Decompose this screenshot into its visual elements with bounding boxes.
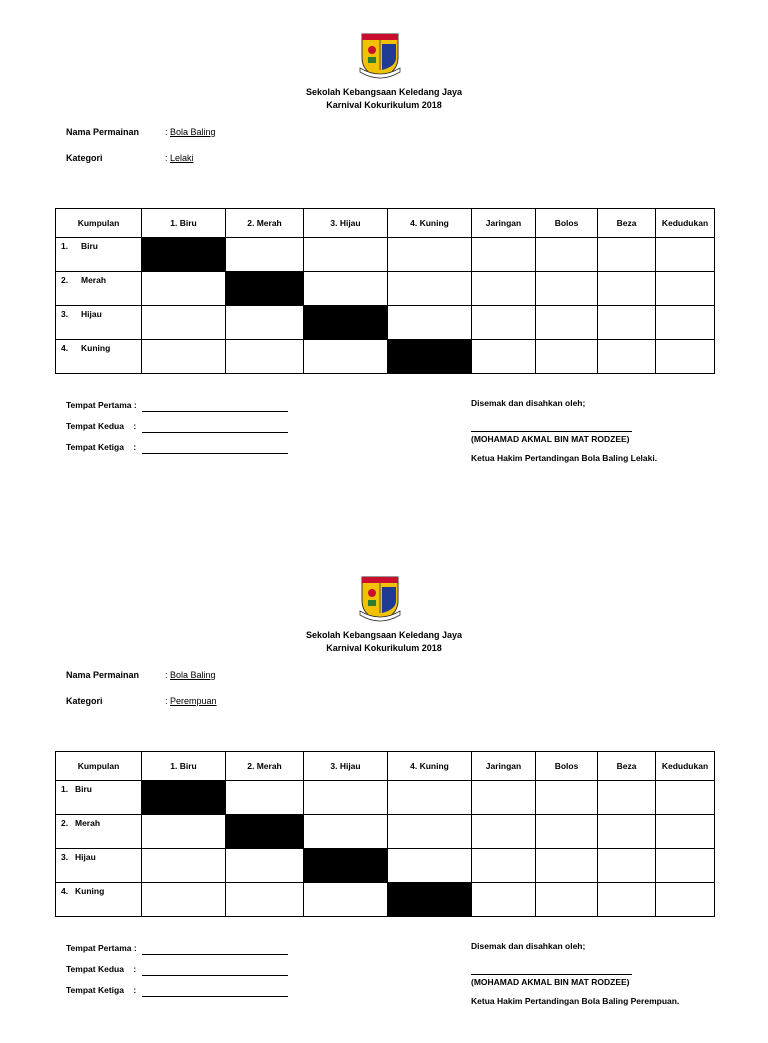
score-cell[interactable] (598, 781, 656, 815)
score-cell[interactable] (226, 340, 304, 374)
row-label: 1. Biru (56, 238, 142, 272)
score-cell[interactable] (598, 238, 656, 272)
column-header: 3. Hijau (304, 752, 388, 781)
second-place-line[interactable] (142, 432, 288, 433)
column-header: Kedudukan (656, 209, 715, 238)
second-place-row: Tempat Kedua : (66, 964, 138, 985)
column-header: Jaringan (472, 752, 536, 781)
game-field: Nama Permainan : Bola Baling (66, 127, 216, 137)
table-row (56, 815, 715, 849)
event-name: Karnival Kokurikulum 2018 (326, 643, 442, 653)
column-header: Kumpulan (56, 209, 142, 238)
score-cell[interactable] (142, 340, 226, 374)
blocked-cell (388, 883, 472, 917)
score-cell[interactable] (388, 272, 472, 306)
column-header: Kumpulan (56, 752, 142, 781)
table-row (56, 272, 715, 306)
school-name: Sekolah Kebangsaan Keledang Jaya (305, 87, 463, 97)
score-cell[interactable] (536, 340, 598, 374)
score-cell[interactable] (142, 849, 226, 883)
category-field: Kategori : Perempuan (66, 696, 217, 706)
score-cell[interactable] (142, 306, 226, 340)
score-cell[interactable] (536, 815, 598, 849)
score-cell[interactable] (388, 815, 472, 849)
game-value: Bola Baling (170, 670, 216, 680)
category-label: Kategori (66, 153, 103, 163)
score-cell[interactable] (388, 781, 472, 815)
column-header: 1. Biru (142, 752, 226, 781)
score-cell[interactable] (598, 849, 656, 883)
blocked-cell (388, 340, 472, 374)
score-sheet-perempuan (0, 543, 768, 1043)
verified-label: Disemak dan disahkan oleh; (471, 398, 586, 408)
score-sheet-lelaki (0, 0, 768, 500)
score-cell[interactable] (656, 849, 715, 883)
row-label: 4. Kuning (56, 340, 142, 374)
score-cell[interactable] (656, 340, 715, 374)
school-crest-logo (358, 573, 402, 623)
score-cell[interactable] (598, 272, 656, 306)
score-cell[interactable] (656, 883, 715, 917)
game-field: Nama Permainan : Bola Baling (66, 670, 216, 680)
score-cell[interactable] (536, 781, 598, 815)
first-place-row: Tempat Pertama : (66, 400, 138, 421)
row-label: 1. Biru (56, 781, 142, 815)
table-row (56, 306, 715, 340)
score-cell[interactable] (536, 849, 598, 883)
score-cell[interactable] (656, 781, 715, 815)
column-header: Beza (598, 209, 656, 238)
score-table (55, 208, 715, 374)
category-value: Lelaki (170, 153, 194, 163)
score-cell[interactable] (304, 815, 388, 849)
school-crest-logo (358, 30, 402, 80)
table-row (56, 849, 715, 883)
score-cell[interactable] (472, 883, 536, 917)
column-header: 1. Biru (142, 209, 226, 238)
blocked-cell (304, 849, 388, 883)
score-cell[interactable] (536, 306, 598, 340)
score-cell[interactable] (226, 781, 304, 815)
blocked-cell (226, 272, 304, 306)
score-cell[interactable] (472, 340, 536, 374)
signatory-role: Ketua Hakim Pertandingan Bola Baling Lelaki. (471, 453, 658, 463)
score-cell[interactable] (304, 272, 388, 306)
school-name: Sekolah Kebangsaan Keledang Jaya (305, 630, 463, 640)
blocked-cell (142, 781, 226, 815)
game-label: Nama Permainan (66, 127, 140, 137)
column-header: Bolos (536, 209, 598, 238)
third-place-row: Tempat Ketiga : (66, 442, 138, 463)
column-header: Jaringan (472, 209, 536, 238)
first-place-line[interactable] (142, 954, 288, 955)
score-cell[interactable] (226, 306, 304, 340)
table-row (56, 238, 715, 272)
signature-line[interactable] (471, 431, 632, 432)
score-table (55, 751, 715, 917)
score-cell[interactable] (226, 238, 304, 272)
blocked-cell (304, 306, 388, 340)
column-header: 2. Merah (226, 752, 304, 781)
row-label: 3. Hijau (56, 849, 142, 883)
category-label: Kategori (66, 696, 103, 706)
table-header-row (56, 752, 715, 781)
third-place-row: Tempat Ketiga : (66, 985, 138, 1006)
row-label: 2. Merah (56, 272, 142, 306)
score-cell[interactable] (304, 340, 388, 374)
score-cell[interactable] (142, 272, 226, 306)
signatory-role: Ketua Hakim Pertandingan Bola Baling Perempuan. (471, 996, 680, 1006)
category-value: Perempuan (170, 696, 217, 706)
column-header: 4. Kuning (388, 752, 472, 781)
score-cell[interactable] (142, 815, 226, 849)
third-place-line[interactable] (142, 453, 288, 454)
row-label: 4. Kuning (56, 883, 142, 917)
score-cell[interactable] (656, 306, 715, 340)
score-cell[interactable] (226, 883, 304, 917)
column-header: Beza (598, 752, 656, 781)
score-cell[interactable] (304, 883, 388, 917)
blocked-cell (142, 238, 226, 272)
first-place-row: Tempat Pertama : (66, 943, 138, 964)
verification-block (471, 398, 657, 463)
score-cell[interactable] (472, 849, 536, 883)
column-header: Kedudukan (656, 752, 715, 781)
score-cell[interactable] (388, 238, 472, 272)
event-name: Karnival Kokurikulum 2018 (326, 100, 442, 110)
table-row (56, 781, 715, 815)
score-cell[interactable] (472, 306, 536, 340)
game-value: Bola Baling (170, 127, 216, 137)
third-place-line[interactable] (142, 996, 288, 997)
row-label: 2. Merah (56, 815, 142, 849)
signature-line[interactable] (471, 974, 632, 975)
score-cell[interactable] (656, 272, 715, 306)
column-header: Bolos (536, 752, 598, 781)
table-row (56, 883, 715, 917)
second-place-row: Tempat Kedua : (66, 421, 138, 442)
score-cell[interactable] (536, 272, 598, 306)
first-place-line[interactable] (142, 411, 288, 412)
placings (66, 943, 138, 1006)
score-cell[interactable] (142, 883, 226, 917)
category-field: Kategori : Lelaki (66, 153, 194, 163)
score-cell[interactable] (598, 306, 656, 340)
score-cell[interactable] (226, 849, 304, 883)
score-cell[interactable] (388, 306, 472, 340)
score-cell[interactable] (472, 815, 536, 849)
score-cell[interactable] (536, 238, 598, 272)
score-cell[interactable] (598, 883, 656, 917)
score-cell[interactable] (472, 781, 536, 815)
placings (66, 400, 138, 463)
score-cell[interactable] (656, 238, 715, 272)
signatory-name: (MOHAMAD AKMAL BIN MAT RODZEE) (471, 434, 630, 444)
table-row (56, 340, 715, 374)
table-header-row (56, 209, 715, 238)
verification-block (471, 941, 679, 1006)
score-cell[interactable] (598, 815, 656, 849)
column-header: 3. Hijau (304, 209, 388, 238)
score-cell[interactable] (304, 781, 388, 815)
score-cell[interactable] (598, 340, 656, 374)
second-place-line[interactable] (142, 975, 288, 976)
blocked-cell (226, 815, 304, 849)
score-cell[interactable] (304, 238, 388, 272)
score-cell[interactable] (388, 849, 472, 883)
game-label: Nama Permainan (66, 670, 140, 680)
score-cell[interactable] (536, 883, 598, 917)
column-header: 4. Kuning (388, 209, 472, 238)
score-cell[interactable] (472, 238, 536, 272)
column-header: 2. Merah (226, 209, 304, 238)
row-label: 3. Hijau (56, 306, 142, 340)
verified-label: Disemak dan disahkan oleh; (471, 941, 586, 951)
score-cell[interactable] (656, 815, 715, 849)
signatory-name: (MOHAMAD AKMAL BIN MAT RODZEE) (471, 977, 630, 987)
score-cell[interactable] (472, 272, 536, 306)
